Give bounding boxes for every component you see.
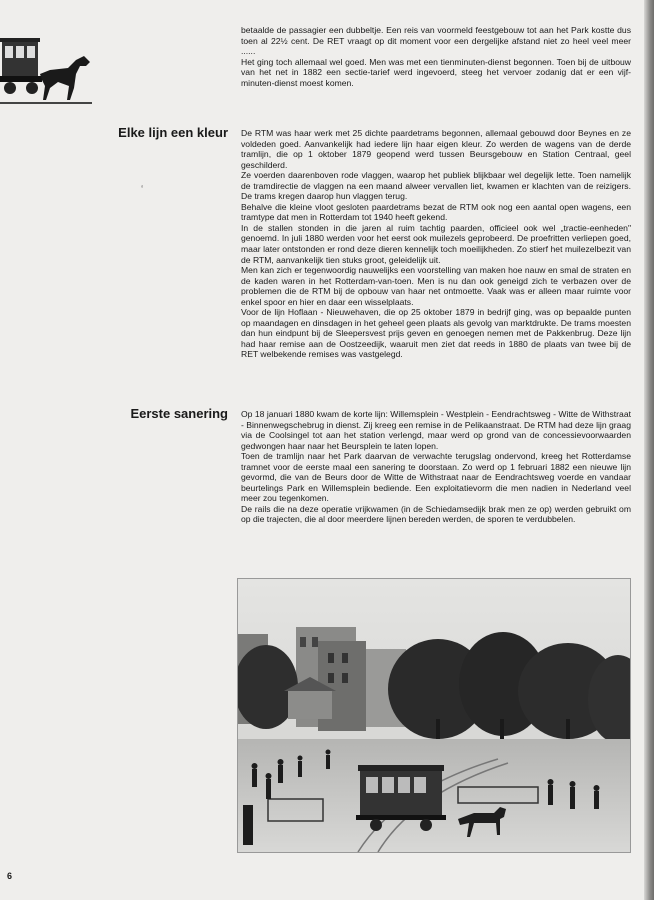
section1-paragraph: Voor de lijn Hoflaan - Nieuwehaven, die op 25 oktober 1879 in bedrijf ging, was op bepaalde punten op maandagen en dinsdagen in het geheel geen plaats als gevolg van marktdrukte. De trams moesten dan hun eindpunt bij de Sleepersvest prijs geven en genoegen nemen met de Pakkenbrug. Deze lijn had haar remise aan de Oostzeedijk, waaruit men ziet dat reeds in 1880 de plaats van twee bij de RET welbekende remises was vastgelegd. <box>241 307 631 360</box>
section-heading-elke-lijn: Elke lijn een kleur <box>118 125 228 140</box>
section2-paragraph: Toen de tramlijn naar het Park daarvan de verwachte terugslag ondervond, kreeg het Rotterdamse tramnet voor de eerste maal een sanering te doorstaan. Zo werd op 1 februari 1882 een nieuwe lijn gevormd, die van de Beurs door de Witte de Withstraat naar de Eendrachtsweg voerde en vandaar beurtelings Park en Willemsplein bediende. Een exploitatievorm die men nadien in Nederland veel meer zou tegenkomen. <box>241 451 631 504</box>
section-heading-eerste-sanering: Eerste sanering <box>130 406 228 421</box>
margin-mark: ‘ <box>141 184 144 195</box>
intro-text-block <box>241 25 631 88</box>
historic-street-photo <box>237 578 631 853</box>
page-number: 6 <box>7 871 13 881</box>
horse-tram-illustration <box>0 30 95 112</box>
intro-paragraph: Het ging toch allemaal wel goed. Men was met een tienminuten-dienst begonnen. Toen bij de uitbouw van het net in 1882 een sectie-tarief werd ingevoerd, steeg het vervoer zodanig dat er een vijf-minuten-dienst moest komen. <box>241 56 631 88</box>
section1-paragraph: In de stallen stonden in die jaren al ruim tachtig paarden, officieel ook wel „tractie-eenheden" genoemd. In juli 1880 werden voor het eerst ook muilezels geprobeerd. De proefritten verliepen goed, maar later ontstonden er rond deze dieren kennelijk toch moeilijkheden. Zo stierf het muilezelbezit van de RTM, aanvankelijk tien stuks groot, geleidelijk uit. <box>241 222 631 265</box>
section1-paragraph: Men kan zich er tegenwoordig nauwelijks een voorstelling van maken hoe nauw en smal de straten en de kaden waren in het Rotterdam-van-toen. Men is nu dan ook geneigd zich te verbazen over de problemen die de RTM bij de opbouw van haar net ontmoette. Vaak was er alleen maar ruimte voor enkel spoor en hier en daar een wisselplaats. <box>241 265 631 307</box>
section2-paragraph: De rails die na deze operatie vrijkwamen (in de Schiedamsedijk brak men ze op) werden gebruikt om op die trajecten, die al door meerdere lijnen bereden werden, de sporen te verdubbelen. <box>241 503 631 525</box>
section1-paragraph: De RTM was haar werk met 25 dichte paardetrams begonnen, allemaal gebouwd door Beynes en ze voldeden goed. Aanvankelijk had iedere lijn haar eigen kleur. Zo werden de wagens van de derde tramlijn, die op 1 oktober 1879 geopend werd tussen Beursgebouw en Station Centraal, geel geschilderd. <box>241 128 631 170</box>
photo-scene <box>238 579 630 852</box>
section1-paragraph: Behalve die kleine vloot gesloten paardetrams bezat de RTM ook nog een aantal open wagens, een tramtype dat men in Rotterdam tot 1940 heeft gekend. <box>241 201 631 223</box>
section1-paragraph: Ze voerden daarenboven rode vlaggen, waarop het publiek blijkbaar wel degelijk lette. Toen namelijk de tramdirectie de vlaggen na een maand alweer vervallen liet, kwamen er klachten van de reizigers. De trams kregen daarop hun vlaggen terug. <box>241 170 631 202</box>
section1-text-block <box>241 128 631 360</box>
section2-text-block <box>241 409 631 525</box>
section2-paragraph: Op 18 januari 1880 kwam de korte lijn: Willemsplein - Westplein - Eendrachtsweg - Witte de Withstraat - Binnenwegschebrug in dienst. Zij kreeg een remise in de Pelikaanstraat. De RTM had deze lijn graag via de Coolsingel tot aan het station verlengd, maar werd op grond van de concessievoorwaarden gedwongen haar naar het Beursplein te laten lopen. <box>241 409 631 451</box>
intro-paragraph: betaalde de passagier een dubbeltje. Een reis van voormeld feestgebouw tot aan het Park kostte dus toen al 22½ cent. De RET vraagt op dit moment voor een dergelijke afstand niet zo heel veel meer ...... <box>241 25 631 57</box>
page-edge-shadow <box>644 0 654 900</box>
